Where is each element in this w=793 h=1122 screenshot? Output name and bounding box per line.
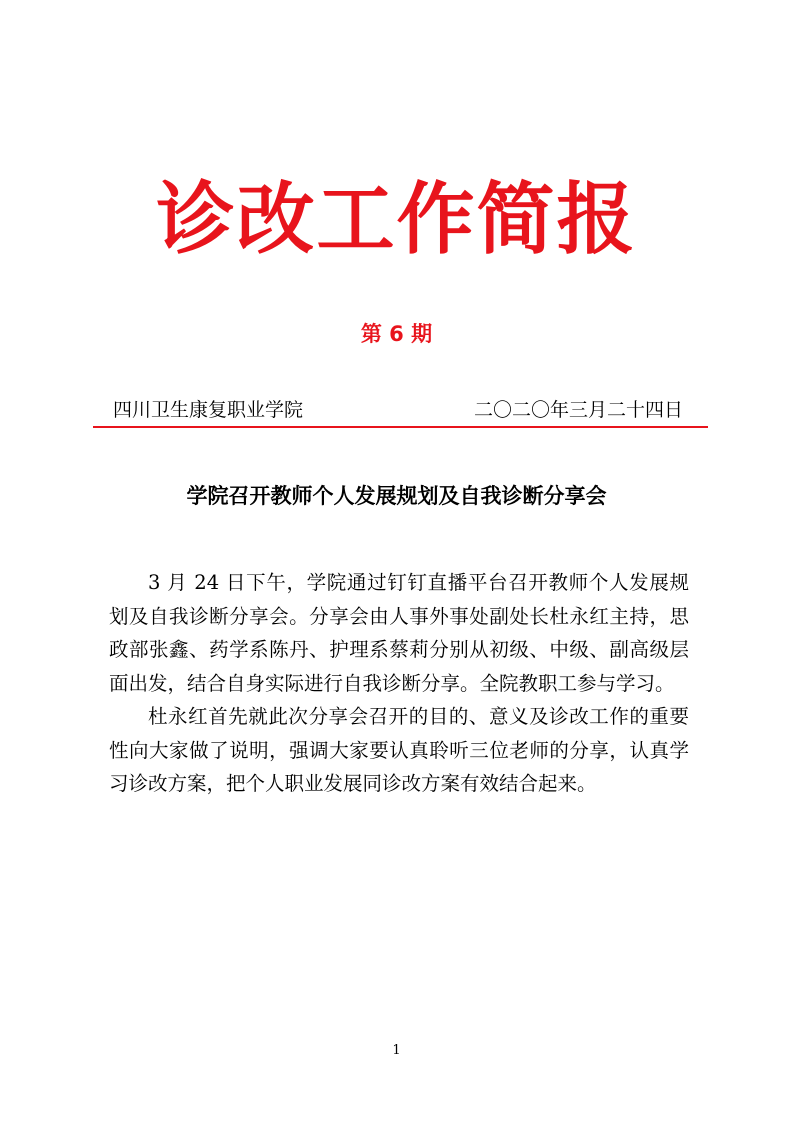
masthead-title: 诊改工作简报: [156, 175, 637, 265]
organization-name: 四川卫生康复职业学院: [113, 399, 304, 421]
paragraph: 杜永红首先就此次分享会召开的目的、意义及诊改工作的重要性向大家做了说明，强调大家要认真聆听三位老师的分享，认真学习诊改方案，把个人职业发展同诊改方案有效结合起来。: [109, 705, 689, 795]
publish-date: 二〇二〇年三月二十四日: [473, 399, 683, 421]
red-divider-line: [93, 426, 708, 428]
issue-number: 第 6 期: [360, 322, 433, 346]
paragraph: 3 月 24 日下午，学院通过钉钉直播平台召开教师个人发展规划及自我诊断分享会。分享会由人事外事处副处长杜永红主持，思政部张鑫、药学系陈丹、护理系蔡莉分别从初级、中级、副高级层面出发，结合自身实际进行自我诊断分享。全院教职工参与学习。: [109, 571, 689, 695]
page-number: 1: [392, 1043, 401, 1058]
article-body: [109, 566, 689, 801]
article-title: 学院召开教师个人发展规划及自我诊断分享会: [186, 483, 607, 508]
